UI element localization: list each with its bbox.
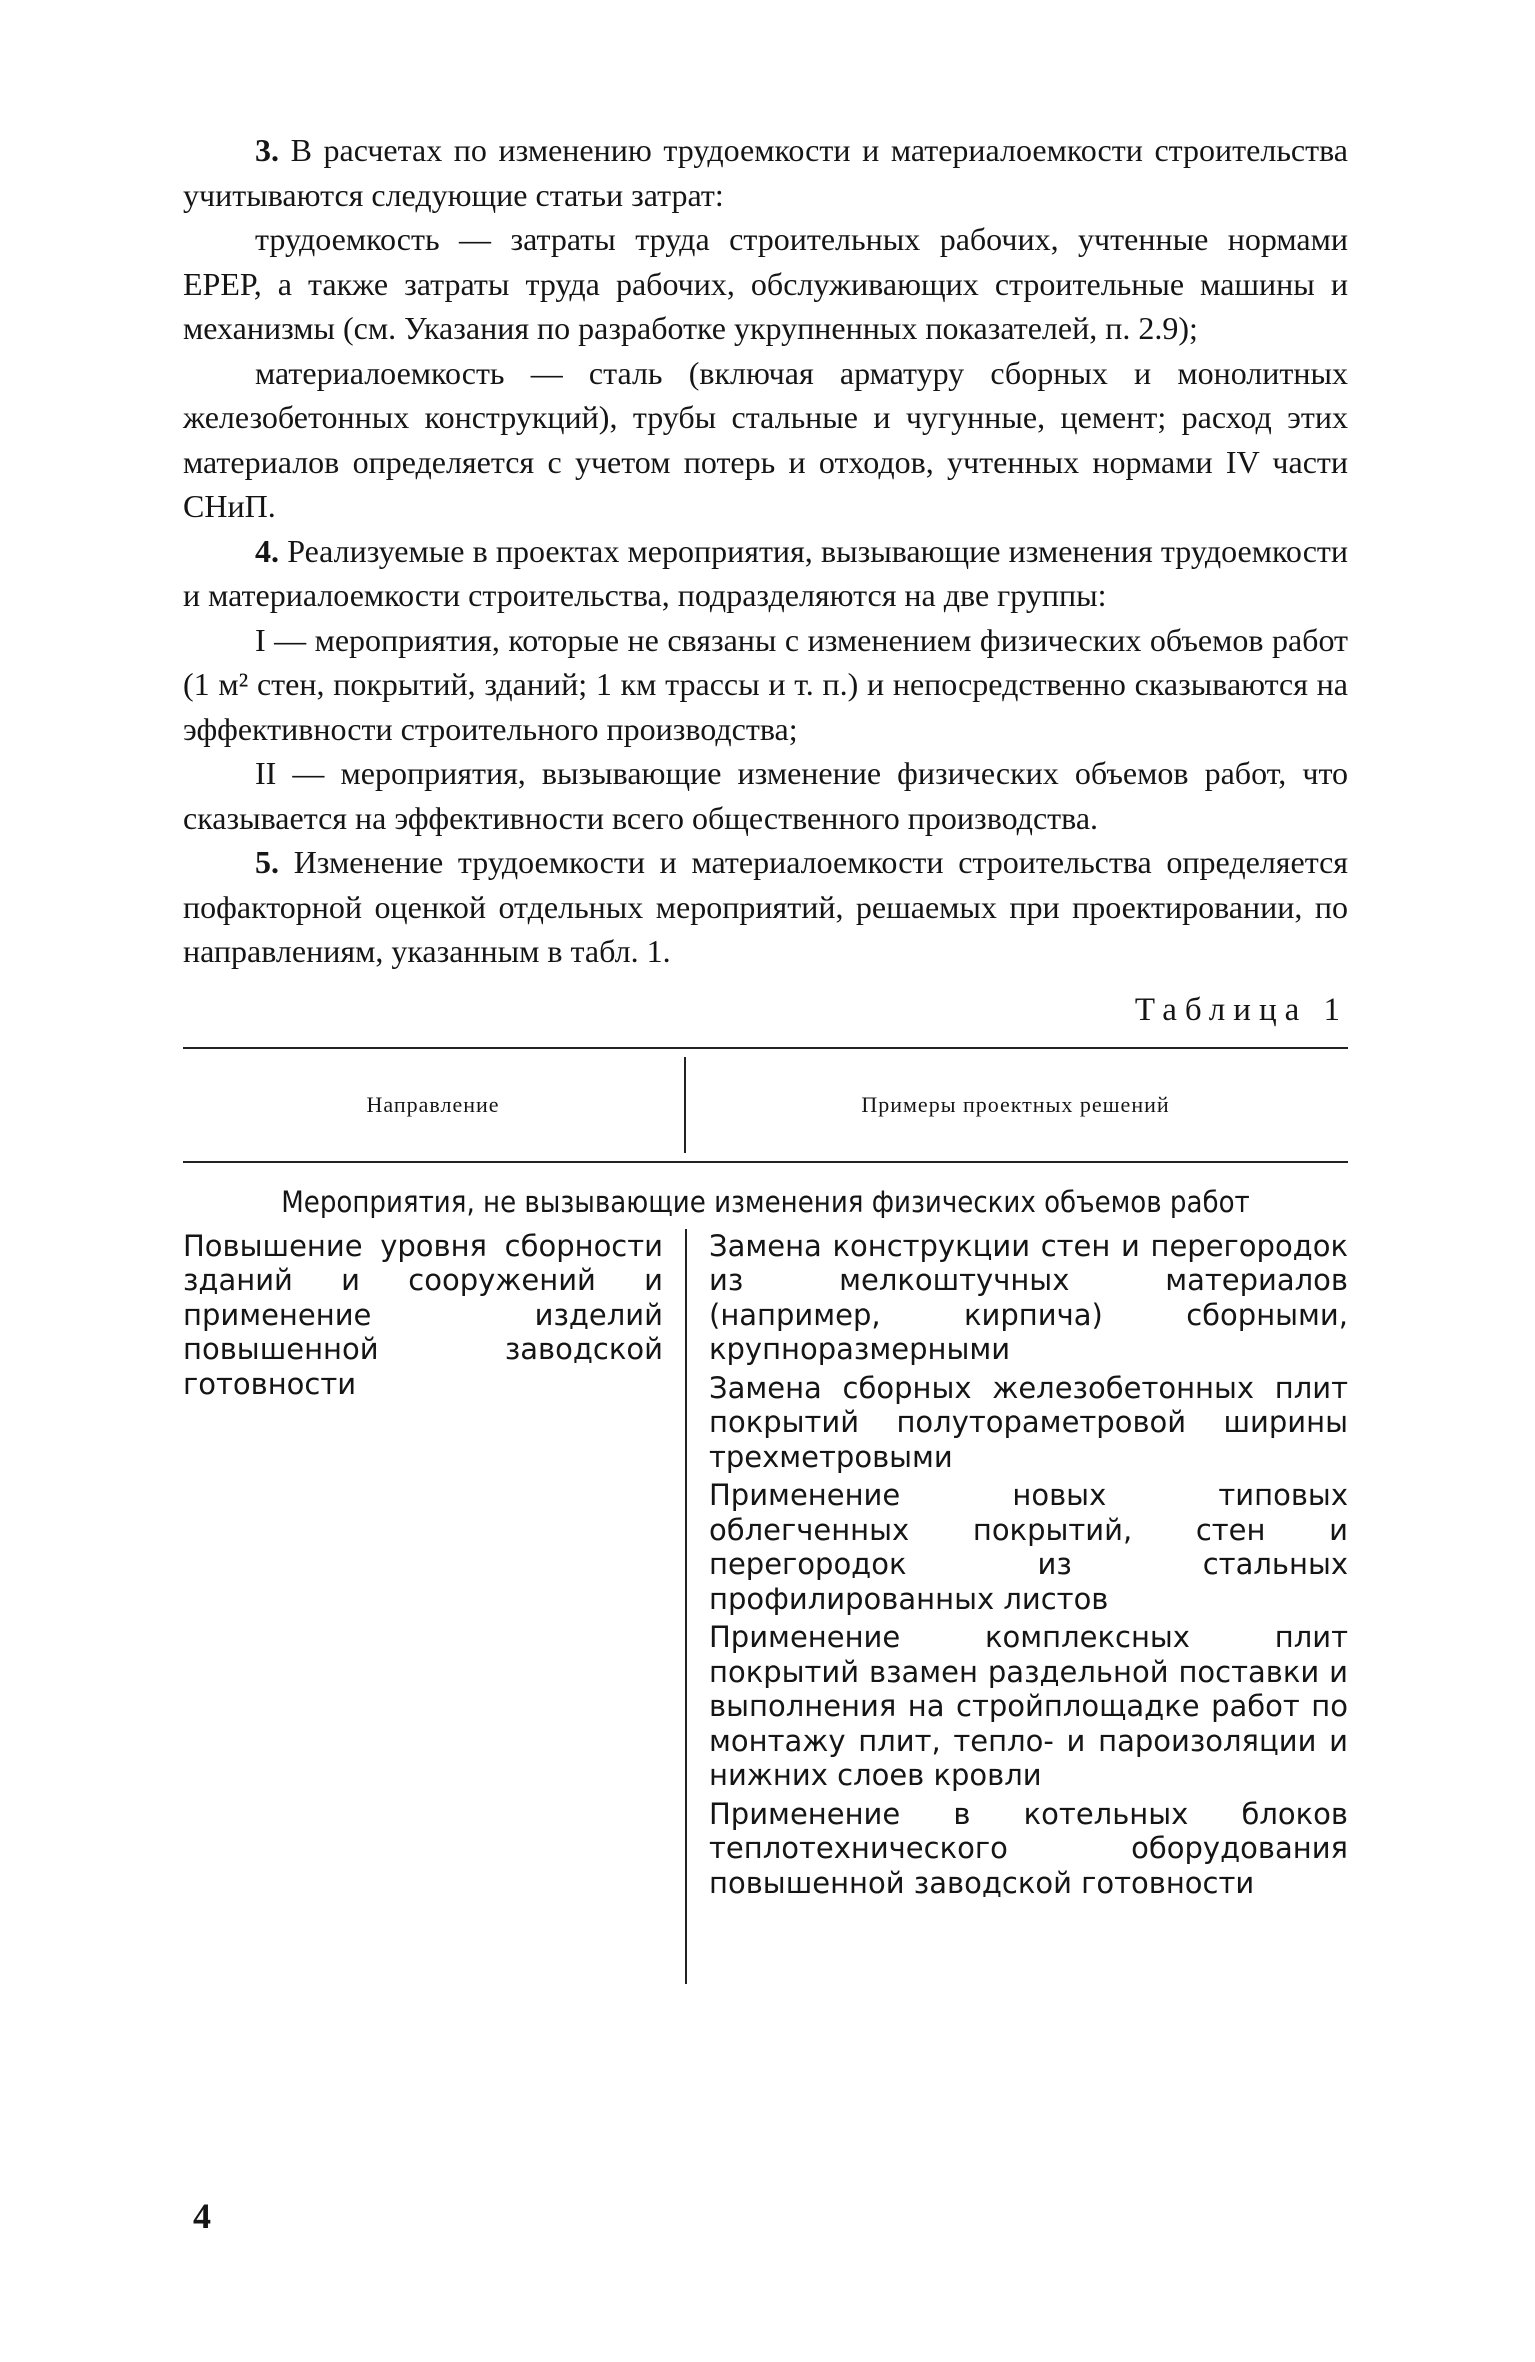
table-row [183,1229,1348,1985]
paragraph-text: II — мероприятия, вызывающие изменение физических объемов работ, что сказывается на эффективности всего общественного производства. [183,755,1348,836]
paragraph-4 [183,529,1348,618]
row-examples [673,1229,1348,1905]
table [183,1047,1348,1985]
paragraph-5 [183,840,1348,974]
example-item: Замена сборных железобетонных плит покрытий полутораметровой ширины трехметровыми [709,1370,1348,1474]
table-section-title: Мероприятия, не вызывающие изменения физических объемов работ [281,1184,1250,1219]
table-header [183,1049,1348,1161]
paragraph-text: I — мероприятия, которые не связаны с изменением физических объемов работ (1 м² стен, покрытий, зданий; 1 км трассы и т. п.) и непосредственно сказываются на эффективности строительного производства; [183,621,1348,747]
paragraph-text: Реализуемые в проектах мероприятия, вызывающие изменения трудоемкости и материалоемкости строительства, подразделяются на две группы: [183,532,1349,613]
example-item: Замена конструкции стен и перегородок из мелкоштучных материалов (например, кирпича) сборными, крупноразмерными [709,1228,1348,1366]
paragraph-number: 4. [255,532,279,569]
table-title: Таблица 1 [1134,991,1348,1028]
paragraph-group-1 [183,618,1348,752]
paragraph-group-2 [183,751,1348,840]
header-direction: Направление [366,1091,500,1117]
paragraph-3 [183,128,1348,217]
paragraph-labor [183,217,1348,351]
paragraph-text: Изменение трудоемкости и материалоемкости строительства определяется пофакторной оценкой отдельных мероприятий, решаемых при проектировании, по направлениям, указанным в табл. 1. [183,844,1349,969]
paragraph-text: В расчетах по изменению трудоемкости и материалоемкости строительства учитываются следующие статьи затрат: [183,132,1349,213]
paragraph-number: 5. [255,844,279,880]
example-item: Применение комплексных плит покрытий взамен раздельной поставки и выполнения на стройплощадке работ по монтажу плит, тепло- и пароизоляции и нижних слоев кровли [709,1620,1348,1792]
row-direction: Повышение уровня сборности зданий и сооружений и применение изделий повышенной заводской готовности [183,1228,663,1401]
example-item: Применение в котельных блоков теплотехнического оборудования повышенной заводской готовности [709,1796,1348,1900]
example-item: Применение новых типовых облегченных покрытий, стен и перегородок из стальных профилированных листов [709,1478,1348,1616]
page-number: 4 [193,2196,211,2236]
paragraph-text: материалоемкость — сталь (включая арматуру сборных и монолитных железобетонных конструкций), трубы стальные и чугунные, цемент; расход этих материалов определяется с учетом потерь и отходов, учтенных нормами IV части СНиП. [183,354,1348,524]
header-divider [684,1057,686,1153]
paragraph-number: 3. [255,132,279,168]
row-divider [685,1229,687,1985]
document-page [183,128,1348,1984]
header-examples: Примеры проектных решений [861,1091,1170,1117]
paragraph-materials [183,351,1348,529]
paragraph-text: трудоемкость — затраты труда строительных рабочих, учтенные нормами ЕРЕР, а также затраты труда рабочих, обслуживающих строительные машины и механизмы (см. Указания по разработке укрупненных показателей, п. 2.9); [183,221,1348,346]
table-header-rule [183,1161,1348,1163]
